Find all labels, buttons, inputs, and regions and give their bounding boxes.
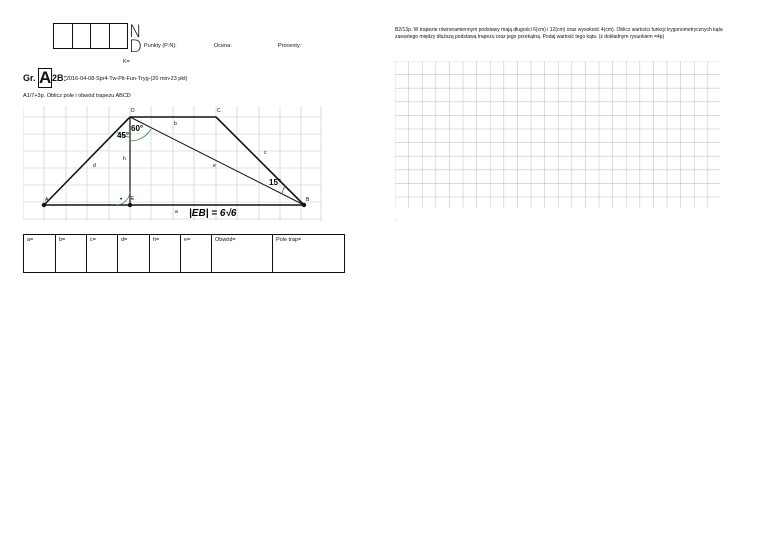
answer-cell-c[interactable]: c= xyxy=(87,235,118,273)
label-vertex-b: B xyxy=(306,197,310,203)
letter-d: D xyxy=(129,37,143,57)
right-angle-dot: • xyxy=(120,197,123,203)
group-prefix: Gr. xyxy=(23,73,36,83)
answer-cell-d[interactable]: d= xyxy=(118,235,150,273)
label-angle-60: 60° xyxy=(131,124,144,133)
right-angle-arc xyxy=(116,191,130,205)
task-a1-statement: A1/7+3p. Oblicz pole i obwód trapezu ABCD xyxy=(23,93,131,99)
label-side-a: a xyxy=(175,209,178,215)
label-vertex-d: D xyxy=(131,108,135,114)
name-box-cell xyxy=(73,24,92,48)
eb-formula: |EB| = 6√6 xyxy=(189,208,237,219)
label-angle-45: 45° xyxy=(117,131,130,140)
point-e-point xyxy=(128,203,132,207)
grade-label: Ocena: xyxy=(214,43,232,49)
footnote-mark: . xyxy=(395,216,397,222)
label-side-d: d xyxy=(93,163,96,169)
task-b2-statement-line2: zawartego między dłuższą podstawą trapezu oraz jego przekątną. Podaj wartość tego kąta. (z dokładnym rysunkiem =4p) xyxy=(395,34,665,40)
label-vertex-a: A xyxy=(45,197,49,203)
side-c xyxy=(216,117,304,205)
answer-cell-a[interactable]: a= xyxy=(24,235,56,273)
figure-grid xyxy=(23,106,321,221)
answer-cell-h[interactable]: h= xyxy=(150,235,181,273)
b2-drawing-grid[interactable] xyxy=(395,61,721,209)
diagonal-e xyxy=(130,117,304,205)
label-side-c: c xyxy=(264,150,267,156)
label-vertex-c: C xyxy=(217,108,221,114)
name-box-cell xyxy=(110,24,128,48)
name-box-cell xyxy=(91,24,110,48)
name-box-cell xyxy=(54,24,73,48)
angle-15-arc xyxy=(282,186,285,194)
group-letter: A xyxy=(39,68,52,87)
label-diagonal-e: e xyxy=(213,163,216,169)
vertex-b-point xyxy=(302,203,306,207)
label-angle-15: 15° xyxy=(269,178,282,187)
test-info: 2016-04-08-Spr4-Tw-Pit-Fun-Tryg-(20 min-23 pkt) xyxy=(66,76,188,82)
answer-cell-b[interactable]: b= xyxy=(56,235,87,273)
k-label: K= xyxy=(123,59,130,65)
label-height-h: h xyxy=(123,156,126,162)
answer-cell-e[interactable]: e= xyxy=(181,235,212,273)
answer-cell-perimeter[interactable]: Obwód= xyxy=(212,235,273,273)
answer-row xyxy=(24,235,345,273)
letter-n: N xyxy=(129,22,142,42)
vertex-a-point xyxy=(42,203,46,207)
task-b2-statement-line1: B2/13p. W trapezie równoramiennym podstawy mają długości 6(cm) i 12(cm) oraz wysokość 4(cm). Oblicz wartości funkcji trygonometrycznych kąta xyxy=(395,27,723,33)
answer-cell-area[interactable]: Pole trap= xyxy=(273,235,345,273)
points-label: Punkty (P:N): xyxy=(144,43,177,49)
name-boxes xyxy=(53,23,128,49)
trapezoid-figure xyxy=(23,103,323,221)
label-side-b: b xyxy=(174,121,177,127)
class-code: 2B: xyxy=(52,73,67,83)
label-point-e: E xyxy=(131,196,135,202)
answer-table xyxy=(23,234,345,273)
percent-label: Procenty: xyxy=(278,43,302,49)
